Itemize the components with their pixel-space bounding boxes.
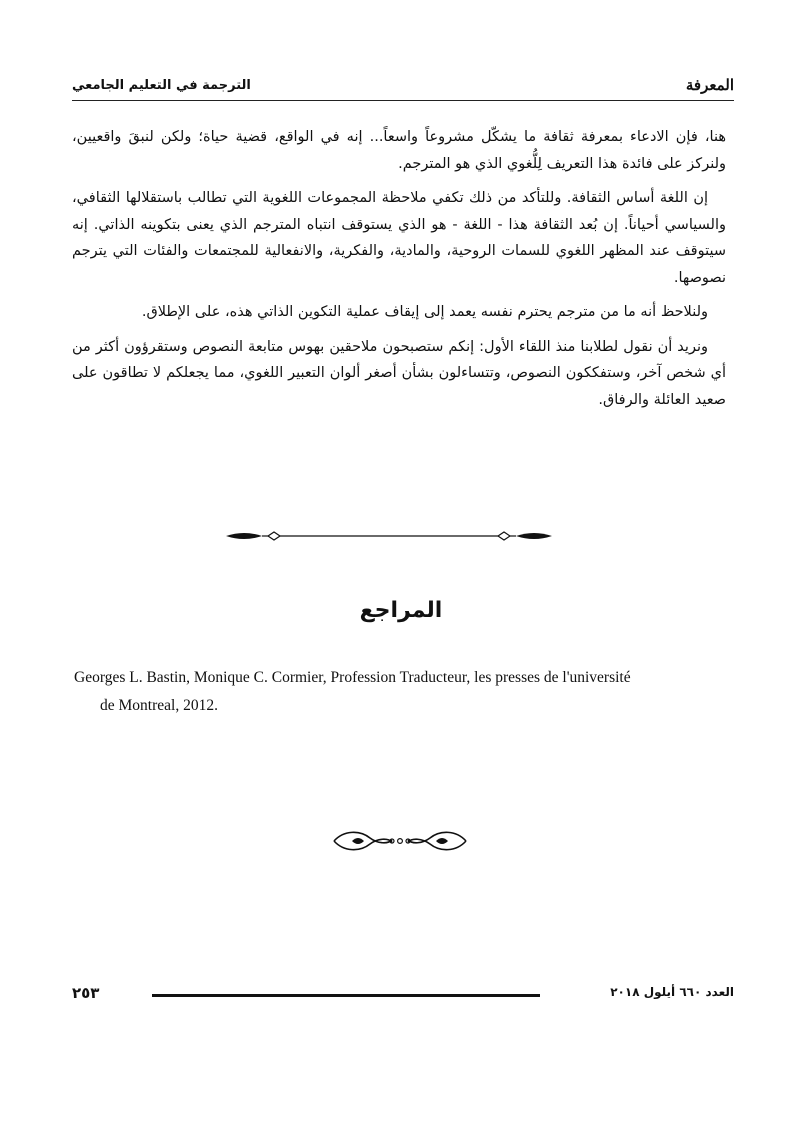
issue-info: العدد ٦٦٠ أيلول ٢٠١٨ <box>610 985 734 999</box>
footer-rule <box>152 994 540 997</box>
page-footer <box>72 984 734 1008</box>
header-rule <box>72 100 734 101</box>
body-paragraph: ولنلاحظ أنه ما من مترجم يحترم نفسه يعمد إلى إيقاف عملية التكوين الذاتي هذه، على الإطلاق. <box>141 304 708 320</box>
reference-line: Georges L. Bastin, Monique C. Cormier, Profession Traducteur, les presses de l'université <box>74 669 631 686</box>
end-flourish-ornament <box>330 826 470 856</box>
running-title: الترجمة في التعليم الجامعي <box>72 78 251 93</box>
reference-line: de Montreal, 2012. <box>100 697 218 714</box>
reference-entry <box>74 664 728 720</box>
body-paragraph: ونريد أن نقول لطلابنا منذ اللقاء الأول: إنكم ستصبحون ملاحقين بهوس متابعة النصوص وستقرؤون أكثر من أي شخص آخر، وستفككون النصوص، وتتساءلون بشأن أصغر ألوان التعبير اللغوي، مما يجعلكم لا تطاقون على صعيد العائلة والرفاق. <box>72 338 726 408</box>
section-divider-ornament <box>224 526 554 546</box>
references-heading: المراجع <box>359 598 443 623</box>
page-number: ٢٥٣ <box>72 984 100 1002</box>
body-paragraph: هنا، فإن الادعاء بمعرفة ثقافة ما يشكّل مشروعاً واسعاً... إنه في الواقع، قضية حياة؛ ولكن لنبقَ واقعيين، ولنركز على فائدة هذا التعريف لِلُّغوي الذي هو المترجم. <box>72 129 726 172</box>
body-paragraph: إن اللغة أساس الثقافة. وللتأكد من ذلك تكفي ملاحظة المجموعات اللغوية التي تطالب باستقلالها الثقافي، والسياسي أحياناً. إن بُعد الثقافة هذا - اللغة - هو الذي يستوقف انتباه المترجم الذي يعنى بتكوينه الذاتي. إنه سيتوقف عند المظهر اللغوي للسمات الروحية، والمادية، والفكرية، والانفعالية للمجتمعات والفئات التي يترجم نصوصها. <box>72 190 726 286</box>
journal-logo: المعرفة <box>685 76 734 94</box>
article-body <box>72 124 726 421</box>
page-header <box>72 76 734 102</box>
